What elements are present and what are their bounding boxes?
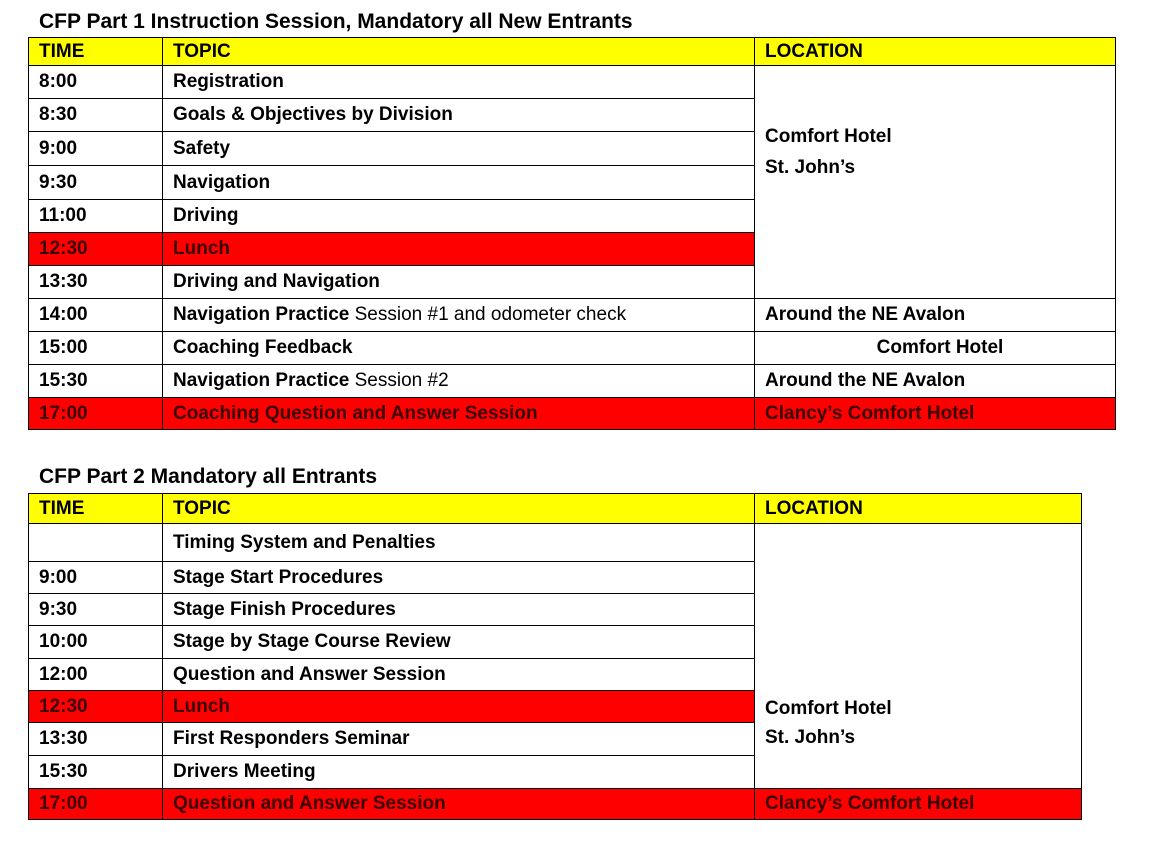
time-cell: 17:00 xyxy=(29,789,163,820)
time-cell: 15:30 xyxy=(29,365,163,398)
topic-cell: Goals & Objectives by Division xyxy=(163,99,755,132)
time-cell: 9:30 xyxy=(29,594,163,626)
topic-cell: Lunch xyxy=(163,233,755,266)
part2-title: CFP Part 2 Mandatory all Entrants xyxy=(39,465,378,488)
topic-cell: Drivers Meeting xyxy=(163,756,755,789)
location-cell: Comfort Hotel xyxy=(755,332,1116,365)
part2-schedule-table xyxy=(28,493,1082,820)
location-cell: Clancy’s Comfort Hotel xyxy=(755,789,1082,820)
location-cell xyxy=(755,66,1116,299)
topic-header: TOPIC xyxy=(163,38,755,66)
topic-bold: Navigation Practice xyxy=(173,370,350,391)
topic-cell: Safety xyxy=(163,132,755,166)
time-cell: 13:30 xyxy=(29,723,163,756)
topic-cell: Coaching Question and Answer Session xyxy=(163,398,755,430)
location-line: St. John’s xyxy=(765,727,856,748)
table-row xyxy=(29,332,1116,365)
time-cell: 10:00 xyxy=(29,626,163,659)
time-cell: 13:30 xyxy=(29,266,163,299)
topic-cell: Driving and Navigation xyxy=(163,266,755,299)
time-cell: 15:00 xyxy=(29,332,163,365)
part1-title: CFP Part 1 Instruction Session, Mandatory all New Entrants xyxy=(39,10,633,33)
time-header: TIME xyxy=(29,38,163,66)
location-line: Comfort Hotel xyxy=(765,698,892,719)
topic-cell: Lunch xyxy=(163,691,755,723)
time-cell: 8:00 xyxy=(29,66,163,99)
topic-cell: Navigation xyxy=(163,166,755,200)
time-cell: 9:00 xyxy=(29,132,163,166)
time-cell: 11:00 xyxy=(29,200,163,233)
topic-cell: Stage Finish Procedures xyxy=(163,594,755,626)
table-header-row xyxy=(29,494,1082,524)
topic-cell: Stage Start Procedures xyxy=(163,562,755,594)
location-cell: Around the NE Avalon xyxy=(755,365,1116,398)
topic-cell: Driving xyxy=(163,200,755,233)
table-header-row xyxy=(29,38,1116,66)
time-cell: 15:30 xyxy=(29,756,163,789)
topic-cell: Question and Answer Session xyxy=(163,789,755,820)
time-cell: 8:30 xyxy=(29,99,163,132)
topic-cell: Coaching Feedback xyxy=(163,332,755,365)
time-cell: 12:30 xyxy=(29,233,163,266)
table-row-highlighted xyxy=(29,398,1116,430)
location-cell xyxy=(755,524,1082,789)
table-row xyxy=(29,299,1116,332)
location-line: St. John’s xyxy=(765,157,856,178)
time-cell: 12:00 xyxy=(29,659,163,691)
topic-cell xyxy=(163,299,755,332)
topic-cell: Question and Answer Session xyxy=(163,659,755,691)
table-row xyxy=(29,365,1116,398)
time-cell: 12:30 xyxy=(29,691,163,723)
table-row xyxy=(29,524,1082,562)
topic-cell: Stage by Stage Course Review xyxy=(163,626,755,659)
topic-detail: Session #1 and odometer check xyxy=(349,304,627,325)
location-line: Comfort Hotel xyxy=(765,126,892,147)
table-row-highlighted xyxy=(29,789,1082,820)
topic-bold: Navigation Practice xyxy=(173,304,350,325)
topic-header: TOPIC xyxy=(163,494,755,524)
time-cell xyxy=(29,524,163,562)
location-header: LOCATION xyxy=(755,38,1116,66)
topic-cell: First Responders Seminar xyxy=(163,723,755,756)
time-cell: 17:00 xyxy=(29,398,163,430)
time-header: TIME xyxy=(29,494,163,524)
topic-cell xyxy=(163,365,755,398)
location-cell: Clancy’s Comfort Hotel xyxy=(755,398,1116,430)
location-cell: Around the NE Avalon xyxy=(755,299,1116,332)
time-cell: 14:00 xyxy=(29,299,163,332)
topic-detail: Session #2 xyxy=(349,370,449,391)
time-cell: 9:00 xyxy=(29,562,163,594)
location-header: LOCATION xyxy=(755,494,1082,524)
table-row xyxy=(29,66,1116,99)
part1-schedule-table xyxy=(28,37,1116,430)
topic-cell: Registration xyxy=(163,66,755,99)
time-cell: 9:30 xyxy=(29,166,163,200)
topic-cell: Timing System and Penalties xyxy=(163,524,755,562)
